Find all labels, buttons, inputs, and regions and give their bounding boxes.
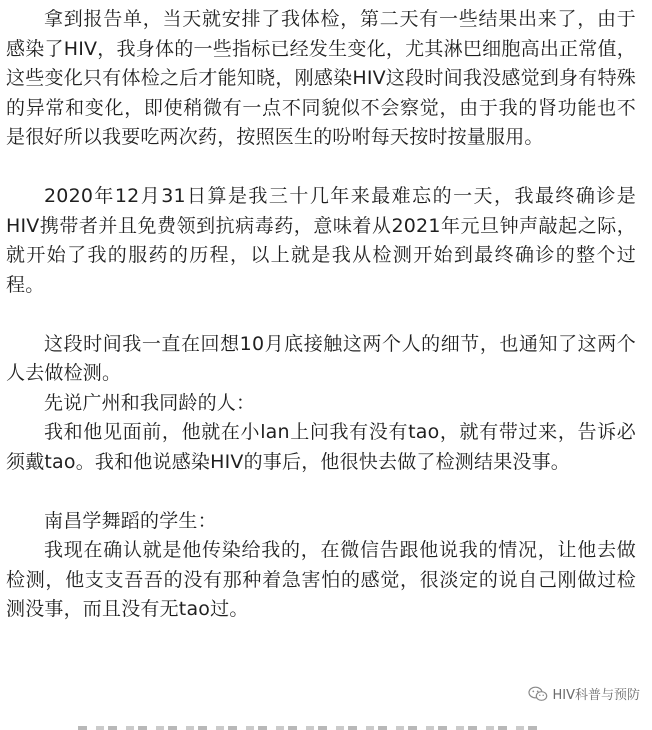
article-body <box>6 5 636 625</box>
subheading-guangzhou: 先说广州和我同龄的人： <box>44 391 256 414</box>
paragraph-guangzhou: 我和他见面前，他就在小lan上问我有没有tao，就有带过来，告诉必须戴tao。我和他说感染HIV的事后，他很快去做了检测结果没事。 <box>6 421 636 473</box>
paragraph-checkup: 拿到报告单，当天就安排了我体检，第二天有一些结果出来了，由于感染了HIV，我身体的一些指标已经发生变化，尤其淋巴细胞高出正常值，这些变化只有体检之后才能知晓，刚感染HIV这段时间我没感觉到身有特殊的异常和变化，即使稍微有一点不同貌似不会察觉，由于我的肾功能也不是很好所以我要吃两次药，按照医生的吩咐每天按时按量服用。 <box>6 8 636 148</box>
subheading-nanchang: 南昌学舞蹈的学生： <box>44 509 217 532</box>
cutoff-text-fragment <box>78 726 538 730</box>
paragraph-recall: 这段时间我一直在回想10月底接触这两个人的细节，也通知了这两个人去做检测。 <box>6 332 636 384</box>
watermark <box>526 683 642 704</box>
paragraph-diagnosis: 2020年12月31日算是我三十几年来最难忘的一天，我最终确诊是HIV携带者并且免费领到抗病毒药，意味着从2021年元旦钟声敲起之际，就开始了我的服药的历程，以上就是我从检测开始到最终确诊的整个过程。 <box>6 185 636 296</box>
paragraph-nanchang: 我现在确认就是他传染给我的，在微信告跟他说我的情况，让他去做检测，他支支吾吾的没有那种着急害怕的感觉，很淡定的说自己刚做过检测没事，而且没有无tao过。 <box>6 539 636 620</box>
paragraph-gap <box>6 477 636 507</box>
paragraph-gap <box>6 300 636 330</box>
paragraph-gap <box>6 153 636 183</box>
wechat-icon <box>528 686 548 702</box>
watermark-text: HIV科普与预防 <box>552 688 640 703</box>
cutoff-next-line <box>0 716 652 730</box>
